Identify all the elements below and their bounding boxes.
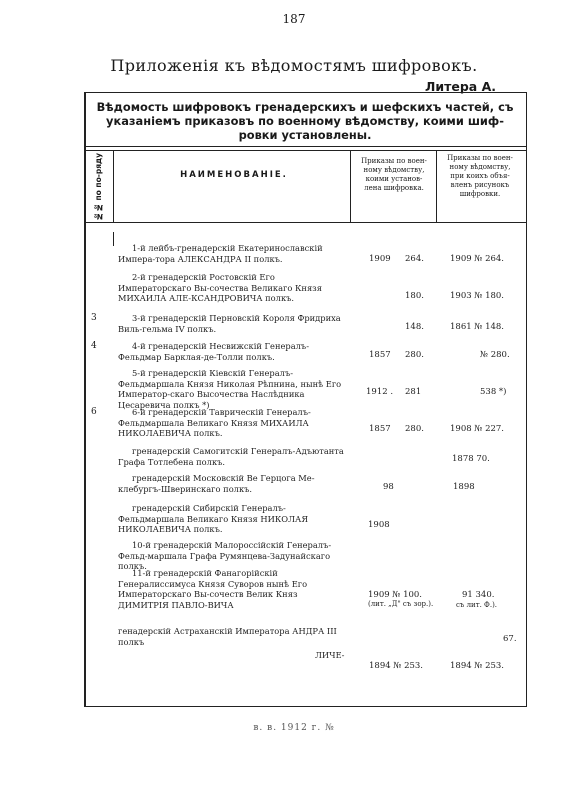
table-row-order-number: (лит. „Д" съ зор.). <box>368 600 434 608</box>
table-row-name: 2-й гренадерскій Ростовскій Его Императорскаго Вы-сочества Великаго Князя МИХАИЛА АЛЕ-КСАНДРОВИЧА полкъ. <box>118 272 322 303</box>
table-row-name: гренадерскій Московскій Ве Герцога Ме-клебургъ-Шверинскаго полкъ. <box>118 473 315 494</box>
table-row-order-year: 1857 <box>369 350 391 360</box>
table-row-number: 4 <box>91 341 97 351</box>
table-title-line: указаніемъ приказовъ по военному вѣдомству, коими шиф- <box>106 114 504 128</box>
header-top-rule <box>84 146 526 147</box>
table-title-line: ровки установлены. <box>238 128 372 142</box>
table-row-order-number: 280. <box>405 424 424 434</box>
column-header-number-text: №№ по по-ряду <box>93 153 103 222</box>
column-divider <box>436 150 437 222</box>
table-row-order-number: 180. <box>405 291 424 301</box>
table-row-name: 6-й гренадерскій Таврическій Генералъ-Фельдмаршала Великаго Князя МИХАИЛА НИКОЛАЕВИЧА полкъ. <box>118 407 311 438</box>
table-row-number: 6 <box>91 407 97 417</box>
table-row-name: генадерскій Астраханскій Императора АНДРА III полкъ <box>118 626 337 647</box>
column-header-drawing-line: ному вѣдомству, <box>449 163 511 171</box>
table-row-drawing-order: 1861 № 148. <box>450 322 505 332</box>
column-header-drawing-line: вленъ рисунокъ <box>450 181 510 189</box>
table-row-drawing-order: 67. <box>503 634 517 644</box>
table-row-drawing-order: 1894 № 253. <box>450 661 505 671</box>
table-row-name: 4-й гренадерскій Несвижскій Генералъ-Фельдмар Барклая-де-Толли полкъ. <box>118 341 310 362</box>
table-row-order-year: 1909 № 100. <box>368 590 423 600</box>
table-row-drawing-order: № 280. <box>480 350 510 360</box>
table-row-order-number: 280. <box>405 350 424 360</box>
table-row-order-year: 98 <box>383 482 394 492</box>
page-footer: в. в. 1912 г. № <box>253 723 335 733</box>
table-row-drawing-order: 1909 № 264. <box>450 254 505 264</box>
table-row-drawing-order: 1898 <box>453 482 475 492</box>
table-row-name: гренадерскій Самогитскій Генералъ-Адъютанта Графа Тотлебена полкъ. <box>118 446 344 467</box>
table-row-drawing-order: 1878 70. <box>452 454 490 464</box>
table-row-order-year: 1857 <box>369 424 391 434</box>
table-row-order-number: 281 <box>405 387 422 397</box>
table-row-drawing-order: 1908 № 227. <box>450 424 505 434</box>
table-row-name: 3-й гренадерскій Перновскій Короля Фридриха Виль-гельма IV полкъ. <box>118 313 341 334</box>
column-header-orders-line: коими установ- <box>365 175 423 183</box>
table-row-order-year: 1894 № 253. <box>369 661 424 671</box>
header-top-rule <box>84 150 526 151</box>
column-header-drawing-line: при коихъ объя- <box>450 172 510 180</box>
table-row-drawing-order: 538 *) <box>480 387 507 397</box>
litera-label: Литера А. <box>425 79 497 94</box>
column-divider <box>350 150 351 222</box>
table-row-number: 3 <box>91 313 97 323</box>
column-divider <box>113 232 114 246</box>
column-header-name: НАИМЕНОВАНІЕ. <box>180 170 288 180</box>
page-number: 187 <box>282 12 306 26</box>
column-divider <box>113 150 114 222</box>
table-row-drawing-order: 91 340. <box>462 590 495 600</box>
table-row-name: 10-й гренадерскій Малороссійскій Генералъ-Фельд-маршала Графа Румянцева-Задунайскаго полкъ. <box>118 540 332 571</box>
table-row-order-number: 148. <box>405 322 424 332</box>
table-row-name: 11-й гренадерскій Фанагорійскій Генералиссимуса Князя Суворов нынѣ Его Императорскаго Вы-сочеств Велик Княз ДИМИТРІЯ ПАВЛО-ВИЧА <box>118 568 308 610</box>
column-header-drawing <box>438 154 522 199</box>
table-row-name: 5-й гренадерскій Кіевскій Генералъ-Фельдмаршала Князя Николая Рѣпнина, нынѣ Его Император-скаго Высочества Наслѣдника Цесаревича полкъ *) <box>118 368 342 410</box>
column-header-orders-line: лена шифровка. <box>364 184 424 192</box>
table-row-drawing-order-note: съ лит. Ф.). <box>456 601 498 609</box>
column-header-orders-line: Приказы по воен- <box>361 157 427 165</box>
table-row-order-year: 1912 . <box>366 387 394 397</box>
table-row-order-year: 1908 <box>368 520 390 530</box>
column-header-drawing-line: Приказы по воен- <box>447 154 513 162</box>
column-header-number <box>87 155 109 220</box>
table-row-name: ЛИЧЕ- <box>315 650 345 660</box>
table-title-line: Вѣдомость шифровокъ гренадерскихъ и шефскихъ частей, съ <box>96 100 514 114</box>
table-row-name: 1-й лейбъ-гренадерскій Екатеринославскій Импера-тора АЛЕКСАНДРА II полкъ. <box>118 243 323 264</box>
column-header-orders-line: ному вѣдомству, <box>363 166 425 174</box>
column-header-drawing-line: шифровки. <box>459 190 501 198</box>
table-row-drawing-order: 1903 № 180. <box>450 291 505 301</box>
main-heading: Приложенія къ вѣдомостямъ шифровокъ. <box>110 56 478 75</box>
table-row-name: гренадерскій Сибирскій Генералъ-Фельдмаршала Великаго Князя НИКОЛАЯ НИКОЛАЕВИЧА полкъ. <box>118 503 309 534</box>
table-title <box>86 100 524 142</box>
column-header-orders <box>352 157 436 193</box>
header-bottom-rule <box>84 222 526 223</box>
table-row-order-year: 1909 <box>369 254 391 264</box>
table-row-order-number: 264. <box>405 254 424 264</box>
